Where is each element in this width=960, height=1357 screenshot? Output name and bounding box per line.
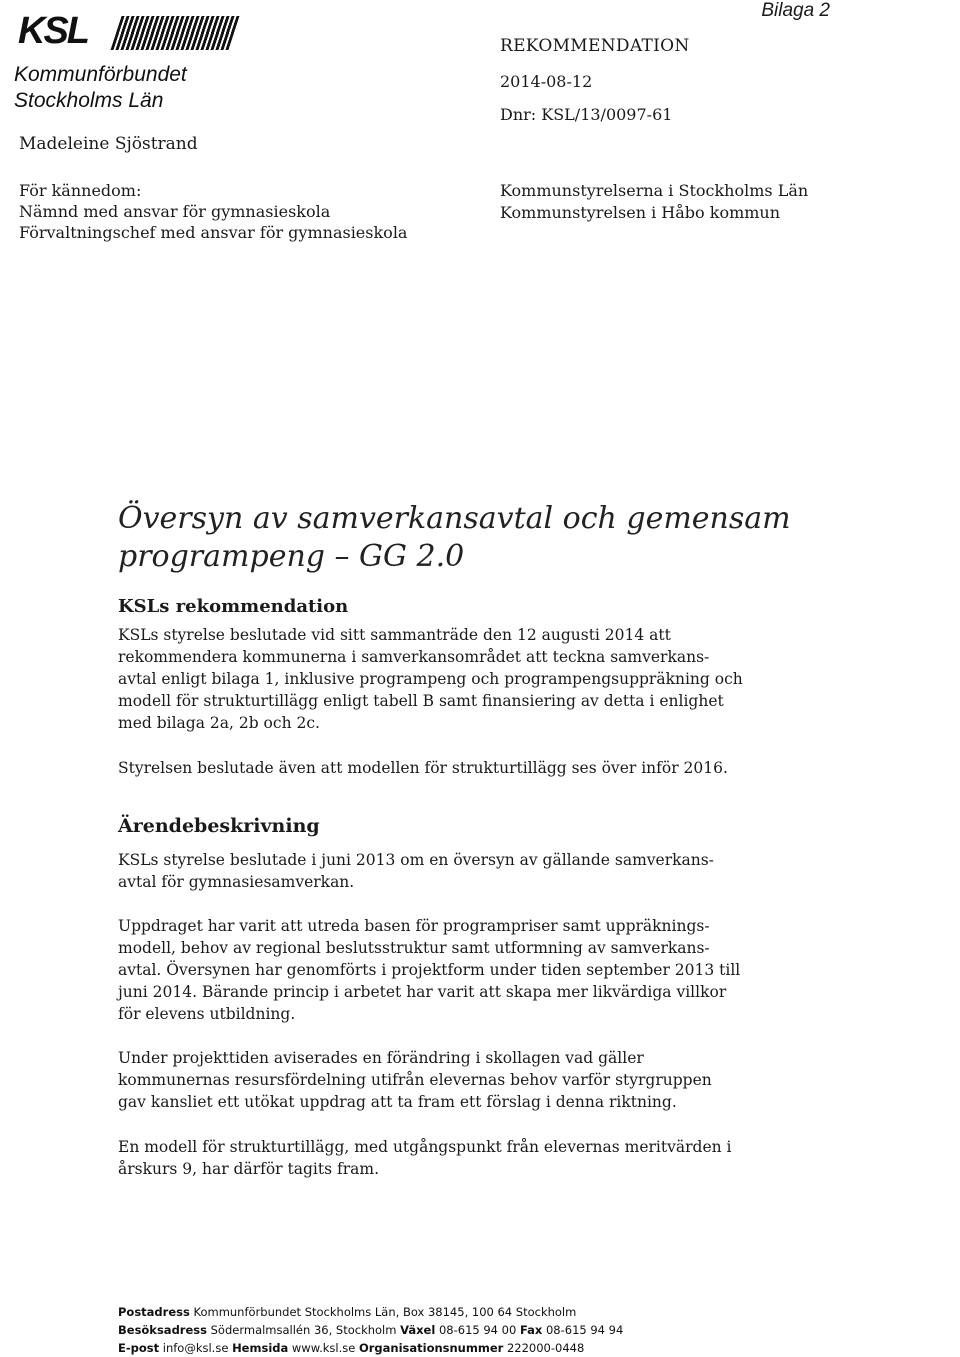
org-name-line2: Stockholms Län bbox=[14, 89, 164, 112]
footer-web-label: Hemsida bbox=[232, 1341, 289, 1355]
heading-case-description: Ärendebeskrivning bbox=[118, 815, 320, 837]
logo-stripes-icon bbox=[110, 16, 239, 50]
footer-postal-value: Kommunförbundet Stockholms Län, Box 38145, 100 64 Stockholm bbox=[193, 1305, 577, 1319]
text-line: En modell för strukturtillägg, med utgångspunkt från elevernas meritvärden i bbox=[118, 1138, 732, 1156]
paragraph-review bbox=[118, 757, 798, 779]
text-line: KSLs styrelse beslutade vid sitt sammanträde den 12 augusti 2014 att bbox=[118, 626, 671, 644]
document-reference: Dnr: KSL/13/0097-61 bbox=[500, 105, 673, 124]
author-name: Madeleine Sjöstrand bbox=[19, 134, 198, 154]
attachment-label: Bilaga 2 bbox=[761, 0, 830, 21]
page-footer bbox=[118, 1303, 623, 1357]
recipient-2: Kommunstyrelsen i Håbo kommun bbox=[500, 203, 781, 222]
footer-orgnr-value: 222000-0448 bbox=[506, 1341, 585, 1355]
text-line: KSLs styrelse beslutade i juni 2013 om en översyn av gällande samverkans- bbox=[118, 851, 714, 869]
footer-fax-value: 08-615 94 94 bbox=[545, 1323, 624, 1337]
footer-web-value[interactable]: www.ksl.se bbox=[291, 1341, 356, 1355]
logo-text: KSL bbox=[18, 10, 88, 52]
footer-postal-label: Postadress bbox=[118, 1305, 190, 1319]
ksl-logo bbox=[18, 10, 228, 54]
text-line: Styrelsen beslutade även att modellen för strukturtillägg ses över inför 2016. bbox=[118, 759, 728, 777]
heading-recommendation: KSLs rekommendation bbox=[118, 596, 349, 617]
footer-visit-value: Södermalmsallén 36, Stockholm bbox=[210, 1323, 397, 1337]
text-line: kommunernas resursfördelning utifrån elevernas behov varför styrgruppen bbox=[118, 1071, 712, 1089]
document-title bbox=[118, 500, 818, 576]
paragraph-assignment bbox=[118, 915, 798, 1025]
text-line: Uppdraget har varit att utreda basen för programpriser samt uppräknings- bbox=[118, 917, 710, 935]
paragraph-model bbox=[118, 1136, 798, 1180]
text-line: juni 2014. Bärande princip i arbetet har varit att skapa mer likvärdiga villkor bbox=[118, 983, 727, 1001]
footer-phone-value: 08-615 94 00 bbox=[438, 1323, 517, 1337]
footer-contact-line bbox=[118, 1339, 623, 1357]
text-line: avtal. Översynen har genomförts i projektform under tiden september 2013 till bbox=[118, 961, 741, 979]
document-type: REKOMMENDATION bbox=[500, 36, 690, 56]
footer-email-value[interactable]: info@ksl.se bbox=[162, 1341, 229, 1355]
text-line: avtal för gymnasiesamverkan. bbox=[118, 873, 355, 891]
footer-visit-line bbox=[118, 1321, 623, 1339]
text-line: modell, behov av regional beslutsstruktur samt utformning av samverkans- bbox=[118, 939, 710, 957]
text-line: för elevens utbildning. bbox=[118, 1005, 296, 1023]
paragraph-project-period bbox=[118, 1047, 798, 1113]
text-line: rekommendera kommunerna i samverkansområdet att teckna samverkans- bbox=[118, 648, 710, 666]
text-line: årskurs 9, har därför tagits fram. bbox=[118, 1160, 379, 1178]
cc-line2: Förvaltningschef med ansvar för gymnasieskola bbox=[19, 223, 408, 242]
text-line: modell för strukturtillägg enligt tabell B samt finansiering av detta i enlighet bbox=[118, 692, 724, 710]
footer-orgnr-label: Organisationsnummer bbox=[358, 1341, 504, 1355]
cc-block bbox=[19, 180, 407, 243]
footer-phone-label: Växel bbox=[400, 1323, 436, 1337]
org-name-line1: Kommunförbundet bbox=[14, 63, 187, 86]
footer-fax-label: Fax bbox=[519, 1323, 543, 1337]
document-date: 2014-08-12 bbox=[500, 72, 593, 91]
cc-line1: Nämnd med ansvar för gymnasieskola bbox=[19, 202, 331, 221]
cc-label: För kännedom: bbox=[19, 181, 142, 200]
footer-email-label: E-post bbox=[118, 1341, 160, 1355]
organization-name bbox=[14, 62, 187, 114]
footer-postal-line bbox=[118, 1303, 623, 1321]
paragraph-recommendation bbox=[118, 624, 798, 734]
title-line2: programpeng – GG 2.0 bbox=[118, 539, 465, 574]
paragraph-decision bbox=[118, 849, 798, 893]
recipient-1: Kommunstyrelserna i Stockholms Län bbox=[500, 181, 809, 200]
footer-visit-label: Besöksadress bbox=[118, 1323, 207, 1337]
text-line: med bilaga 2a, 2b och 2c. bbox=[118, 714, 320, 732]
text-line: avtal enligt bilaga 1, inklusive programpeng och programpengsuppräkning och bbox=[118, 670, 743, 688]
text-line: gav kansliet ett utökat uppdrag att ta fram ett förslag i denna riktning. bbox=[118, 1093, 677, 1111]
text-line: Under projekttiden aviserades en förändring i skollagen vad gäller bbox=[118, 1049, 644, 1067]
recipients-block bbox=[500, 180, 808, 224]
title-line1: Översyn av samverkansavtal och gemensam bbox=[118, 501, 791, 536]
